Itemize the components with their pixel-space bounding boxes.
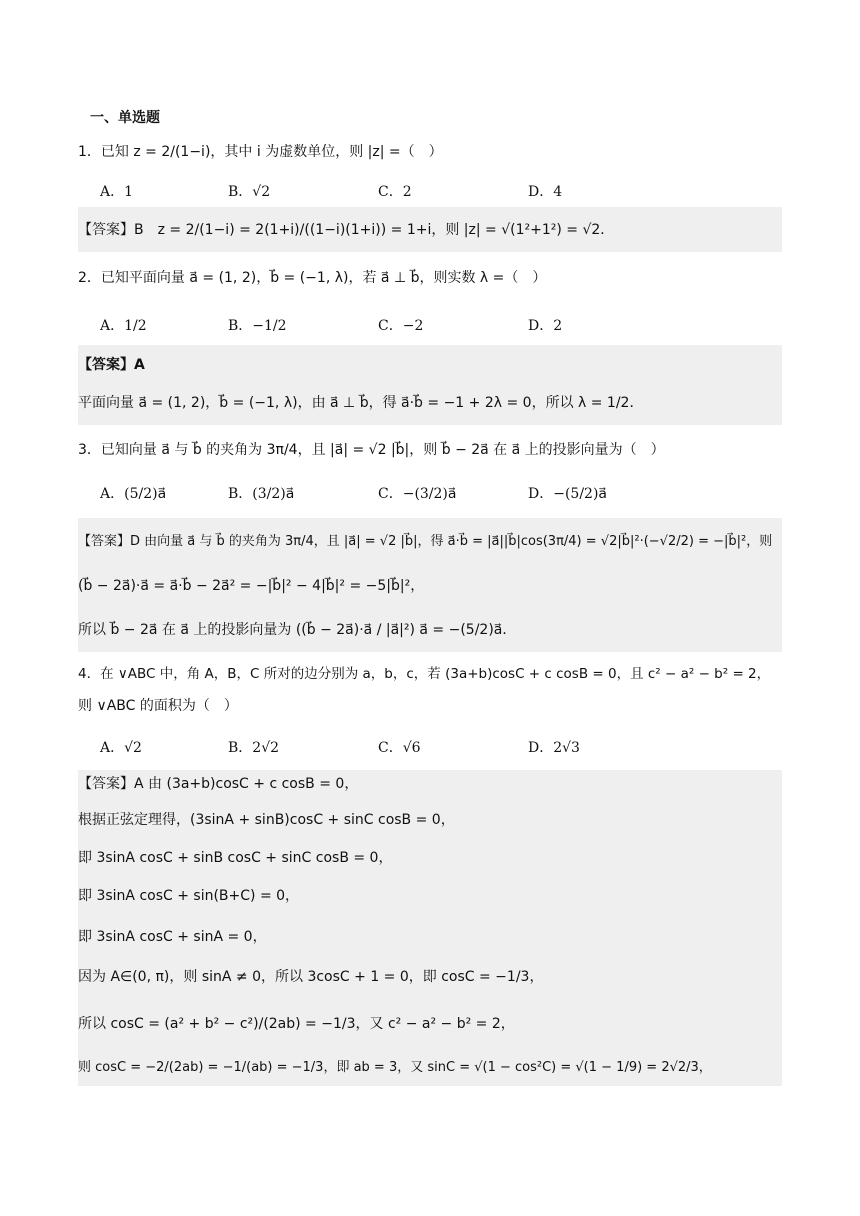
- q3-stem: 3．已知向量 a⃗ 与 b⃗ 的夹角为 3π/4，且 |a⃗| = √2 |b⃗|，则 b⃗ − 2a⃗ 在 a⃗ 上的投影向量为（ ）: [78, 442, 665, 458]
- q2-stem: 2．已知平面向量 a⃗ = (1, 2)，b⃗ = (−1, λ)，若 a⃗ ⊥ b⃗，则实数 λ =（ ）: [78, 270, 547, 286]
- q4-answer-line-8: 则 cosC = −2/(2ab) = −1/(ab) = −1/3，即 ab = 3，又 sinC = √(1 − cos²C) = √(1 − 1/9) = 2√2/3，: [78, 1060, 712, 1075]
- q4-answer-box: [78, 770, 782, 1086]
- q4-answer-line-6: 因为 A∈(0, π)，则 sinA ≠ 0，所以 3cosC + 1 = 0，即 cosC = −1/3，: [78, 969, 544, 985]
- q4-option-b: B．2√2: [228, 740, 280, 756]
- q2-answer-line: 平面向量 a⃗ = (1, 2)，b⃗ = (−1, λ)，由 a⃗ ⊥ b⃗，得 a⃗·b⃗ = −1 + 2λ = 0，所以 λ = 1/2．: [78, 395, 644, 411]
- q4-answer-line-3: 即 3sinA cosC + sinB cosC + sinC cosB = 0，: [78, 850, 393, 866]
- q1-answer: 【答案】B z = 2/(1−i) = 2(1+i)/((1−i)(1+i)) = 1+i，则 |z| = √(1²+1²) = √2．: [78, 222, 615, 238]
- q2-answer-box: [78, 345, 782, 425]
- q4-answer-line-5: 即 3sinA cosC + sinA = 0，: [78, 929, 267, 945]
- q1-option-c: C．2: [378, 184, 412, 200]
- q2-answer-label: 【答案】A: [78, 357, 145, 373]
- q4-option-d: D．2√3: [528, 740, 580, 756]
- section-heading: 一、单选题: [90, 110, 160, 126]
- q2-option-a: A．1/2: [100, 318, 147, 334]
- q3-answer-line-1: 【答案】D 由向量 a⃗ 与 b⃗ 的夹角为 3π/4，且 |a⃗| = √2 |b⃗|，得 a⃗·b⃗ = |a⃗||b⃗|cos(3π/4) = √2|b⃗|²·(−√2/2) = −|b⃗|²，则: [78, 534, 773, 549]
- q4-answer-line-7: 所以 cosC = (a² + b² − c²)/(2ab) = −1/3，又 c² − a² − b² = 2，: [78, 1016, 515, 1032]
- q3-option-d: D．−(5/2)a⃗: [528, 486, 607, 502]
- q4-option-c: C．√6: [378, 740, 421, 756]
- q4-answer-line-1: 【答案】A 由 (3a+b)cosC + c cosB = 0，: [78, 776, 359, 792]
- q1-option-a: A．1: [100, 184, 134, 200]
- q3-answer-box: [78, 518, 782, 652]
- q1-option-b: B．√2: [228, 184, 271, 200]
- q3-option-b: B．(3/2)a⃗: [228, 486, 295, 502]
- q4-stem-line-2: 则 ∨ABC 的面积为（ ）: [78, 698, 238, 714]
- q4-answer-line-2: 根据正弦定理得，(3sinA + sinB)cosC + sinC cosB = 0，: [78, 812, 455, 828]
- q3-option-c: C．−(3/2)a⃗: [378, 486, 457, 502]
- q1-answer-box: [78, 207, 782, 252]
- q3-answer-line-3: 所以 b⃗ − 2a⃗ 在 a⃗ 上的投影向量为 ((b⃗ − 2a⃗)·a⃗ / |a⃗|²) a⃗ = −(5/2)a⃗．: [78, 622, 517, 638]
- q2-option-c: C．−2: [378, 318, 424, 334]
- q4-stem-line-1: 4．在 ∨ABC 中，角 A，B，C 所对的边分别为 a，b，c，若 (3a+b)cosC + c cosB = 0，且 c² − a² − b² = 2，: [78, 666, 771, 682]
- q2-option-b: B．−1/2: [228, 318, 287, 334]
- q1-option-d: D．4: [528, 184, 563, 200]
- q2-option-d: D．2: [528, 318, 563, 334]
- q1-stem: 1．已知 z = 2/(1−i)，其中 i 为虚数单位，则 |z| =（ ）: [78, 144, 443, 160]
- q4-answer-line-4: 即 3sinA cosC + sin(B+C) = 0，: [78, 888, 300, 904]
- q3-answer-line-2: (b⃗ − 2a⃗)·a⃗ = a⃗·b⃗ − 2a⃗² = −|b⃗|² − 4|b⃗|² = −5|b⃗|²，: [78, 578, 425, 594]
- q3-option-a: A．(5/2)a⃗: [100, 486, 167, 502]
- q4-option-a: A．√2: [100, 740, 142, 756]
